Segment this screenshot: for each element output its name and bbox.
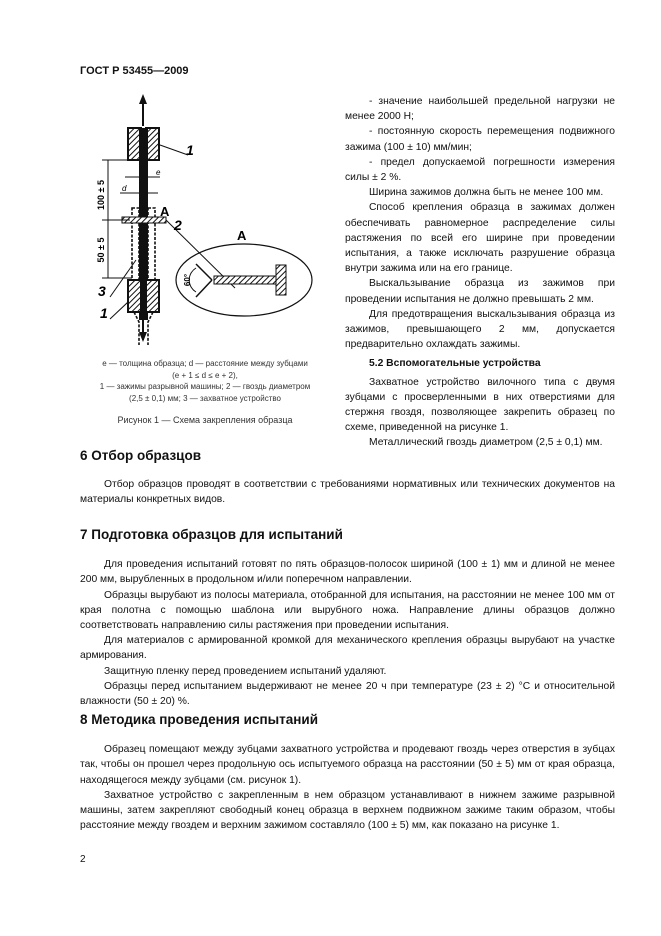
document-header: ГОСТ Р 53455—2009 [80,65,189,77]
right-column-text [345,94,615,451]
section-7 [80,527,615,709]
d-label: d [122,184,127,193]
callout-3: 3 [98,283,106,299]
paragraph: Для материалов с армированной кромкой для механического крепления образцы вырубают на участке армирования. [80,635,615,662]
paragraph: Ширина зажимов должна быть не менее 100 мм. [369,187,604,199]
legend-line: (e + 1 ≤ d ≤ e + 2), [172,370,238,380]
section-8 [80,712,615,833]
legend-line: (2,5 ± 0,1) мм; 3 — захватное устройство [129,393,281,403]
paragraph: Отбор образцов проводят в соответствии с требованиями нормативных или технических документов на материалы конкретных видов. [80,479,615,506]
legend-line: 1 — зажимы разрывной машины; 2 — гвоздь диаметром [99,382,311,391]
paragraph: Захватное устройство вилочного типа с двумя зубцами с просверленными в них отверстиями для стержня гвоздя, позволяющее закрепить образец по схеме, приведенной на рисунке 1. [345,376,615,434]
view-a-marker: A [160,204,170,219]
e-label: e [156,168,161,177]
section-heading: 8 Методика проведения испытаний [80,712,319,727]
dim-top-label: 100 ± 5 [96,180,106,210]
paragraph: Для проведения испытаний готовят по пять образцов-полосок шириной (100 ± 1) мм и длиной не менее 200 мм, вырубленных в продольном и/или поперечном направлении. [80,559,615,586]
angle-label: 60° [183,273,192,287]
paragraph: Способ крепления образца в зажимах должен обеспечивать равномерное распределение силы растяжения по всей его ширине при проведении испытания, а также исключать разрушение образца внутри зажима или на его границе. [345,202,615,275]
figure-caption: Рисунок 1 — Схема закрепления образца [117,415,293,425]
paragraph: Выскальзывание образца из зажимов при проведении испытания не должно превышать 2 мм. [345,278,615,305]
paragraph: - постоянную скорость перемещения подвижного зажима (100 ± 10) мм/мин; [345,126,615,153]
section-heading: 7 Подготовка образцов для испытаний [80,527,343,542]
paragraph: Для предотвращения выскальзывания образца из зажимов, превышающего 2 мм, допускается предварительно охлаждать зажимы. [345,308,615,351]
section-heading: 6 Отбор образцов [80,448,202,463]
legend-line: e — толщина образца; d — расстояние между зубцами [102,359,308,368]
paragraph: Защитную пленку перед проведением испытаний удаляют. [104,665,387,677]
view-a-title: A [237,228,247,243]
paragraph: - значение наибольшей предельной нагрузки не менее 2000 Н; [345,96,615,123]
paragraph: - предел допускаемой погрешности измерения силы ± 2 %. [345,156,615,184]
callout-2: 2 [174,217,182,233]
section-6 [80,448,615,508]
callout-1-top: 1 [186,142,194,158]
paragraph: Образцы вырубают из полосы материала, отобранной для испытания, на расстоянии не менее 100 мм от края полотна с помощью шаблона или вырубного ножа. Направление длины образцов должно соответствовать направлению силы растяжения при проведении испытания. [80,589,615,632]
detail-a-ellipse [176,244,312,316]
page-number: 2 [80,854,86,865]
dimension-lines [102,160,235,288]
figure-1-diagram [70,90,340,345]
paragraph: Образец помещают между зубцами захватного устройства и продевают гвоздь через отверстия в зубцах так, чтобы он прошел через продольную ось испытуемого образца на расстоянии (50 ± 5) мм от края образца, находящегося между зубцами (см. рисунок 1). [80,744,615,786]
dim-bottom-label: 50 ± 5 [96,237,106,263]
paragraph: Захватное устройство с закрепленным в нем образцом устанавливают в нижнем зажиме разрывной машины, затем закрепляют свободный конец образца в верхнем подвижном зажиме таким образом, чтобы расстояние между гвоздем и верхним зажимом составляло (100 ± 5) мм, как показано на рисунке 1. [80,789,615,832]
figure-legend [78,358,332,404]
callout-1-bottom: 1 [100,305,108,321]
paragraph: Образцы перед испытанием выдерживают не менее 20 ч при температуре (23 ± 2) °С и относительной влажности (50 ± 20) %. [80,680,615,708]
top-arrow-icon [139,94,147,126]
paragraph: Металлический гвоздь диаметром (2,5 ± 0,1) мм. [369,437,603,449]
subsection-heading: 5.2 Вспомогательные устройства [369,358,541,370]
